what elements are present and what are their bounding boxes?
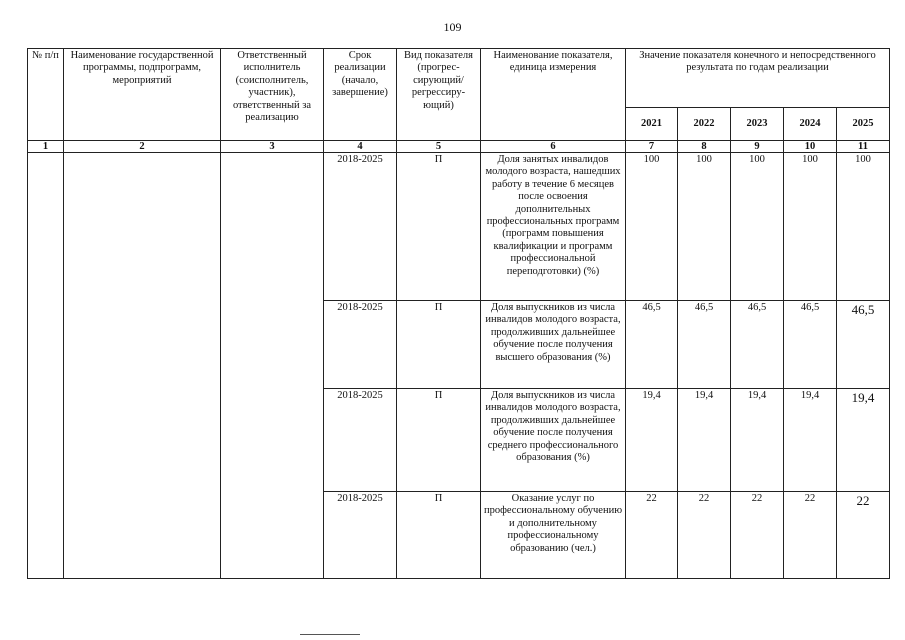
column-number: 8 [678,141,731,153]
value-cell: 100 [731,153,784,301]
executor-cell [221,153,324,579]
value-cell: 19,4 [837,389,890,492]
indicator-cell: Доля выпускников из числа инвалидов молодого возраста, продолживших дальнейшее обучение после получения высшего образования (%) [481,301,626,389]
header-year: 2021 [626,108,678,141]
type-cell: П [397,153,481,301]
value-cell: 46,5 [837,301,890,389]
value-cell: 22 [626,492,678,579]
term-cell: 2018-2025 [324,153,397,301]
value-cell: 22 [837,492,890,579]
header-row [28,49,890,108]
header-program-name: Наименование государственной программы, подпрограмм, мероприятий [64,49,221,141]
type-cell: П [397,301,481,389]
indicators-table [27,48,890,579]
value-cell: 100 [678,153,731,301]
header-year: 2024 [784,108,837,141]
value-cell: 22 [784,492,837,579]
program-name-cell [64,153,221,579]
value-cell: 22 [731,492,784,579]
column-number: 4 [324,141,397,153]
value-cell: 19,4 [731,389,784,492]
value-cell: 46,5 [678,301,731,389]
column-number: 9 [731,141,784,153]
column-number: 2 [64,141,221,153]
header-indicator-type: Вид показателя (прогрес-сирующий/ регрессиру-ющий) [397,49,481,141]
column-number: 7 [626,141,678,153]
value-cell: 46,5 [731,301,784,389]
type-cell: П [397,389,481,492]
header-num: № п/п [28,49,64,141]
column-number: 11 [837,141,890,153]
header-executor: Ответственный исполнитель (соисполнитель, участник), ответственный за реализацию [221,49,324,141]
footer-divider [300,634,360,635]
type-cell: П [397,492,481,579]
value-cell: 46,5 [784,301,837,389]
header-term: Срок реализации (начало, завершение) [324,49,397,141]
value-cell: 19,4 [784,389,837,492]
num-cell [28,153,64,579]
value-cell: 22 [678,492,731,579]
header-values-group: Значение показателя конечного и непосредственного результата по годам реализации [626,49,890,108]
indicator-cell: Оказание услуг по профессиональному обучению и дополнительному профессиональному образованию (чел.) [481,492,626,579]
page-number: 109 [443,20,462,34]
column-number: 10 [784,141,837,153]
header-year: 2023 [731,108,784,141]
value-cell: 46,5 [626,301,678,389]
column-number: 6 [481,141,626,153]
value-cell: 100 [626,153,678,301]
value-cell: 19,4 [678,389,731,492]
column-numbers-row [28,141,890,153]
header-year: 2025 [837,108,890,141]
term-cell: 2018-2025 [324,492,397,579]
value-cell: 100 [837,153,890,301]
header-indicator-name: Наименование показателя, единица измерения [481,49,626,141]
indicator-cell: Доля выпускников из числа инвалидов молодого возраста, продолживших дальнейшее обучение после получения среднего профессионального образования (%) [481,389,626,492]
column-number: 5 [397,141,481,153]
term-cell: 2018-2025 [324,389,397,492]
column-number: 3 [221,141,324,153]
term-cell: 2018-2025 [324,301,397,389]
header-year: 2022 [678,108,731,141]
column-number: 1 [28,141,64,153]
table-row [28,153,890,301]
value-cell: 100 [784,153,837,301]
indicator-cell: Доля занятых инвалидов молодого возраста, нашедших работу в течение 6 месяцев после освоения дополнительных профессиональных программ (программ повышения квалификации и программ профессиональной переподготовки) (%) [481,153,626,301]
value-cell: 19,4 [626,389,678,492]
